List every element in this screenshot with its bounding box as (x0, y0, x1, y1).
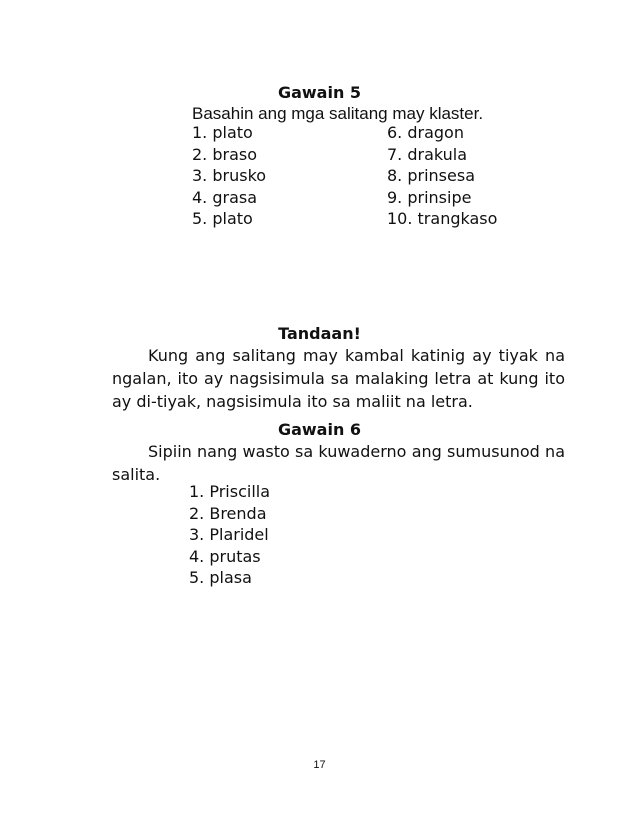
gawain5-right-list (387, 122, 497, 230)
list-item: 4. grasa (192, 187, 258, 207)
list-item: 2. braso (192, 144, 258, 164)
gawain5-instruction: Basahin ang mga salitang may klaster. (192, 104, 484, 123)
list-item: 4. prutas (189, 546, 261, 566)
page-number: 17 (313, 759, 326, 771)
list-item: 3. brusko (192, 166, 267, 185)
list-item: 1. Priscilla (189, 482, 271, 501)
list-item: 6. dragon (387, 123, 464, 142)
gawain6-title: Gawain 6 (277, 420, 362, 439)
list-item: 8. prinsesa (387, 166, 475, 185)
list-item: 9. prinsipe (387, 187, 472, 207)
gawain6-list (189, 481, 270, 589)
list-item: 2. Brenda (189, 503, 267, 523)
gawain5-left-list (192, 122, 266, 230)
list-item: 10. trangkaso (387, 209, 498, 228)
list-item: 3. Plaridel (189, 525, 269, 544)
gawain5-title: Gawain 5 (277, 83, 362, 102)
list-item: 5. plasa (189, 568, 252, 587)
list-item: 5. plato (192, 209, 253, 228)
list-item: 7. drakula (387, 144, 468, 164)
tandaan-paragraph: Kung ang salitang may kambal katinig ay tiyak na ngalan, ito ay nagsisimula sa malaking letra at kung ito ay di-tiyak, nagsisimula ito sa maliit na letra. (112, 346, 565, 411)
list-item: 1. plato (192, 123, 253, 142)
gawain6-instruction: Sipiin nang wasto sa kuwaderno ang sumusunod na salita. (112, 442, 565, 484)
tandaan-title: Tandaan! (278, 324, 361, 343)
